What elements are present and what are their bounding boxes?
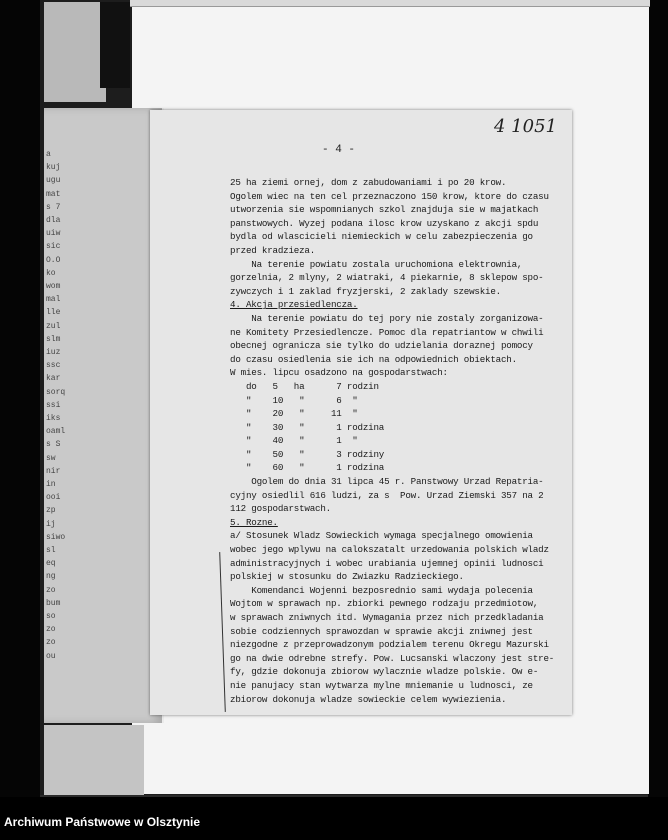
left-text-fragment: O.O: [46, 255, 61, 265]
text-line: do 5 ha 7 rodzin: [230, 380, 379, 392]
text-line: a/ Stosunek Wladz Sowieckich wymaga specjalnego omowienia: [230, 530, 533, 542]
left-text-fragment: ugu: [46, 176, 61, 186]
text-line: 4. Akcja przesiedlencza.: [230, 299, 358, 311]
left-text-fragment: eq: [46, 559, 56, 569]
text-line: " 10 " 6 ": [230, 394, 358, 406]
text-line: niezgodne z przeprowadzonym podzialem terenu Okregu Mazurski: [230, 639, 549, 651]
left-text-fragment: mat: [46, 189, 61, 199]
text-line: Na terenie powiatu zostala uruchomiona elektrownia,: [230, 258, 523, 270]
left-text-fragment: s S: [46, 440, 61, 450]
document-page: [150, 110, 572, 715]
dark-band: [100, 2, 130, 88]
left-text-fragment: bum: [46, 598, 61, 608]
left-text-fragment: so: [46, 612, 56, 621]
text-line: " 50 " 3 rodziny: [230, 448, 385, 460]
left-text-fragment: ooi: [46, 493, 61, 503]
text-line: polskiej w stosunku do Zwiazku Radzieckiego.: [230, 571, 464, 583]
left-text-fragment: zp: [46, 506, 56, 516]
left-top-strip: [44, 2, 106, 102]
left-lower-sheet: [44, 725, 144, 795]
text-line: wobec jego wplywu na calokszatalt urzedowania polskich wladz: [230, 544, 549, 556]
left-text-fragment: dla: [46, 216, 61, 225]
page-marker: - 4 -: [322, 144, 356, 156]
text-line: go na dwie odrebne strefy. Pow. Lucsanski wlaczony jest stre-: [230, 652, 555, 664]
left-text-fragment: nir: [46, 466, 61, 476]
left-text-fragment: iks: [46, 414, 61, 423]
left-text-fragment: a: [46, 150, 51, 159]
text-line: Na terenie powiatu do tej pory nie zostaly zorganizowa-: [230, 312, 544, 324]
left-text-fragment: ssc: [46, 361, 61, 371]
text-line: 112 gospodarstwach.: [230, 503, 331, 515]
left-text-fragment: ssi: [46, 400, 61, 410]
left-text-fragment: kuj: [46, 163, 61, 173]
text-line: panstwowych. Wyzej podana ilosc krow uzyskano z akcji spdu: [230, 217, 539, 229]
text-line: Ogolem wiec na ten cel przeznaczono 150 krow, ktore do czasu: [230, 190, 549, 202]
left-text-fragment: zo: [46, 625, 56, 635]
left-text-fragment: zul: [46, 321, 61, 331]
top-sheet-edge: [130, 0, 650, 7]
text-line: " 60 " 1 rodzina: [230, 462, 385, 474]
text-line: 25 ha ziemi ornej, dom z zabudowaniami i po 20 krow.: [230, 177, 507, 188]
left-text-fragment: ij: [46, 519, 56, 529]
text-line: " 40 " 1 ": [230, 435, 358, 447]
left-text-fragment: in: [46, 480, 56, 489]
text-line: administracyjnych i wobec urabiania ujemnej opinii ludnosci: [230, 557, 544, 569]
left-text-fragment: ng: [46, 572, 56, 582]
typed-text: [230, 176, 570, 706]
text-line: do czasu osiedlenia sie ich na odpowiednich obiektach.: [230, 353, 517, 365]
left-text-fragment: oaml: [46, 427, 66, 437]
text-line: zywczych i 1 zaklad fryzjerski, 2 zaklady szewskie.: [230, 285, 501, 297]
text-line: Komendanci Wojenni bezposrednio sami wydaja polecenia: [230, 584, 533, 596]
left-text-fragment: zo: [46, 585, 56, 595]
text-line: przed kradzieza.: [230, 244, 316, 256]
text-line: ne Komitety Przesiedlencze. Pomoc dla repatriantow w chwili: [230, 326, 544, 338]
text-line: 5. Rozne.: [230, 516, 278, 528]
left-text-fragment: wom: [46, 282, 61, 291]
text-line: gorzelnia, 2 mlyny, 2 wiatraki, 4 piekarnie, 8 sklepow spo-: [230, 272, 544, 284]
margin-pencil-line: [219, 552, 226, 712]
text-line: w sprawach zniwnych itd. Wymagania przez nich przedkladania: [230, 612, 544, 623]
left-text-fragment: kar: [46, 374, 61, 384]
left-text-fragment: iuz: [46, 348, 61, 357]
text-line: Wojtom w sprawach np. zbiorki pewnego rodzaju przedmiotow,: [230, 598, 539, 610]
left-text-fragment: sorq: [46, 387, 66, 397]
left-text-fragment: sl: [46, 546, 56, 555]
text-line: fy, gdzie dokonuja zbiorow wylacznie wladze polskie. Ow e-: [230, 666, 539, 678]
archive-caption: Archiwum Państwowe w Olsztynie: [4, 815, 201, 829]
text-line: nie panujacy stan wytwarza mylne mniemanie u ludnosci, ze: [230, 679, 533, 691]
text-line: cyjny osiedlil 616 ludzi, za s Pow. Urzad Ziemski 357 na 2: [230, 489, 544, 501]
left-text-fragment: siwo: [46, 532, 66, 542]
text-line: sobie codziennych sprawozdan w sprawie akcji zniwnej jest: [230, 625, 533, 637]
left-text-fragment: s 7: [46, 202, 61, 212]
text-line: " 30 " 1 rodzina: [230, 421, 385, 433]
left-text-fragment: ko: [46, 268, 56, 278]
handwritten-page-number: 4 1051: [494, 116, 557, 137]
text-line: bydla od wlascicieli niemieckich w celu zabezpieczenia go: [230, 231, 533, 243]
text-line: zbiorow dokonuja wladze sowieckie celem wywiezienia.: [230, 693, 507, 705]
left-text-fragment: mal: [46, 295, 61, 305]
left-text-fragment: uiw: [46, 229, 61, 239]
text-line: Ogolem do dnia 31 lipca 45 r. Panstwowy Urzad Repatria-: [230, 476, 544, 488]
text-line: utworzenia sie wspomnianych szkol znajduja sie w majatkach: [230, 204, 539, 216]
text-line: " 20 " 11 ": [230, 408, 358, 420]
text-line: obecnej ogranicza sie tylko do udzielania doraznej pomocy: [230, 340, 533, 352]
left-text-fragment: ou: [46, 651, 56, 661]
left-text-fragment: sw: [46, 453, 56, 463]
left-text-fragment: slm: [46, 334, 61, 344]
text-line: W mies. lipcu osadzono na gospodarstwach:: [230, 367, 448, 379]
left-text-fragment: sic: [46, 242, 61, 252]
left-text-fragment: lle: [46, 308, 61, 318]
left-text-fragment: zo: [46, 638, 56, 648]
left-overlapping-sheet: [44, 108, 164, 723]
